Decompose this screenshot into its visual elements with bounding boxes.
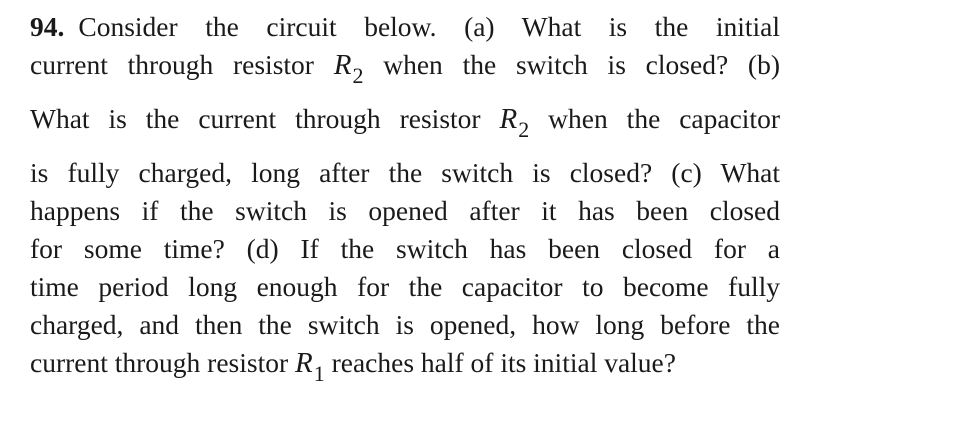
text-line-4 bbox=[30, 154, 780, 192]
line-2-text-b: when the switch is closed? (b) bbox=[363, 49, 780, 80]
text-line-8 bbox=[30, 306, 780, 344]
text-line-2 bbox=[30, 46, 780, 100]
line-2-text-a: current through resistor bbox=[30, 49, 334, 80]
text-line-5 bbox=[30, 192, 780, 230]
line-7-text: time period long enough for the capacitor to become fully bbox=[30, 271, 780, 302]
line-4-text: is fully charged, long after the switch is closed? (c) What bbox=[30, 157, 780, 188]
subscript: 1 bbox=[313, 361, 325, 386]
line-3-text-b: when the capacitor bbox=[529, 103, 780, 134]
subscript: 2 bbox=[518, 117, 530, 142]
line-5-text: happens if the switch is opened after it has been closed bbox=[30, 195, 780, 226]
line-3-text-a: What is the current through resistor bbox=[30, 103, 500, 134]
line-6-text: for some time? (d) If the switch has been closed for a bbox=[30, 233, 780, 264]
line-9-text-a: current through resistor bbox=[30, 347, 295, 378]
text-line-3 bbox=[30, 100, 780, 154]
problem-94 bbox=[30, 8, 780, 386]
resistor-r2-symbol: $R_2$ bbox=[499, 103, 530, 142]
text-line-9 bbox=[30, 344, 780, 386]
subscript: 2 bbox=[352, 63, 364, 88]
resistor-r1-symbol: $R_1$ bbox=[295, 347, 325, 386]
line-9-text-b: reaches half of its initial value? bbox=[324, 347, 676, 378]
line-1-text: Consider the circuit below. (a) What is the initial bbox=[78, 11, 780, 42]
text-line-6 bbox=[30, 230, 780, 268]
text-line-7 bbox=[30, 268, 780, 306]
line-8-text: charged, and then the switch is opened, how long before the bbox=[30, 309, 780, 340]
resistor-r2-symbol: $R_2$ bbox=[333, 49, 364, 88]
text-line-1 bbox=[30, 8, 780, 46]
problem-number: 94. bbox=[30, 11, 65, 42]
